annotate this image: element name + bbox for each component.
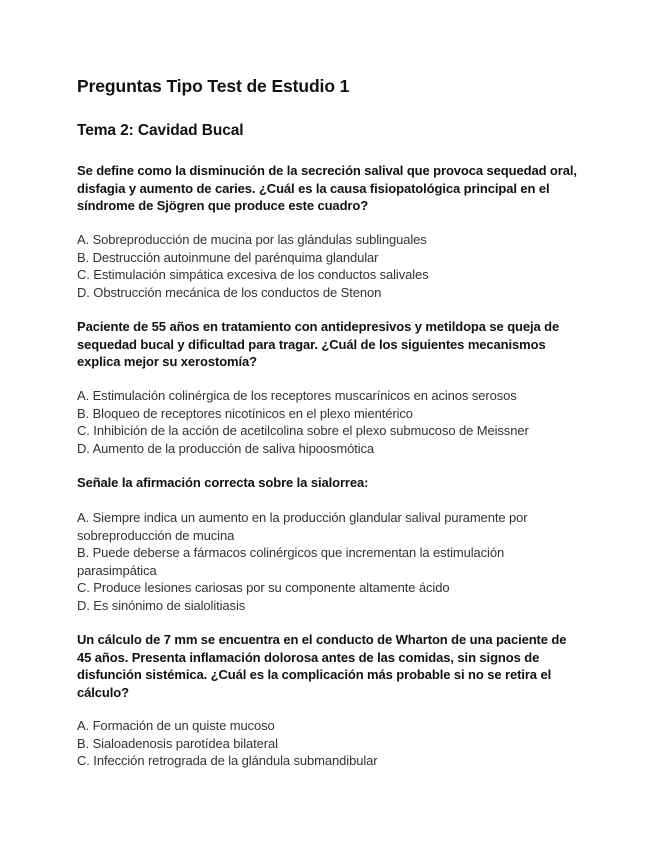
- question-1-option-d: D. Obstrucción mecánica de los conductos de Stenon: [77, 284, 382, 300]
- question-4-text: Un cálculo de 7 mm se encuentra en el conducto de Wharton de una paciente de 45 años. Presenta inflamación dolorosa antes de las comidas, sin signos de disfunción sistémica. ¿Cuál es la complicación más probable si no se retira el cálculo?: [77, 632, 567, 700]
- question-2-option-d: D. Aumento de la producción de saliva hipoosmótica: [77, 440, 375, 456]
- question-1-option-a: A. Sobreproducción de mucina por las glándulas sublinguales: [77, 232, 427, 247]
- question-1-text: Se define como la disminución de la secreción salival que provoca sequedad oral, disfagia y aumento de caries. ¿Cuál es la causa fisiopatológica principal en el síndrome de Sjögren que produce este cuadro?: [77, 163, 577, 214]
- question-4-options: [77, 717, 577, 770]
- question-4-option-c: C. Infección retrograda de la glándula submandibular: [77, 753, 378, 769]
- topic-heading: Tema 2: Cavidad Bucal: [77, 122, 244, 139]
- question-3-text: Señale la afirmación correcta sobre la sialorrea:: [77, 475, 369, 490]
- question-1-option-c: C. Estimulación simpática excesiva de los conductos salivales: [77, 267, 429, 283]
- question-3-option-a: A. Siempre indica un aumento en la producción glandular salival puramente por sobreproducción de mucina: [77, 510, 528, 543]
- question-1-options: [77, 231, 577, 301]
- question-2-text: Paciente de 55 años en tratamiento con antidepresivos y metildopa se queja de sequedad bucal y dificultad para tragar. ¿Cuál de los siguientes mecanismos explica mejor su xerostomía?: [77, 319, 560, 370]
- question-2-options: [77, 387, 577, 457]
- question-4-option-b: B. Sialoadenosis parotídea bilateral: [77, 735, 278, 751]
- question-2-option-b: B. Bloqueo de receptores nicotínicos en el plexo mientérico: [77, 405, 413, 421]
- question-4-option-a: A. Formación de un quiste mucoso: [77, 718, 275, 733]
- question-2-option-a: A. Estimulación colinérgica de los receptores muscarínicos en acinos serosos: [77, 388, 517, 403]
- document-title: Preguntas Tipo Test de Estudio 1: [77, 76, 350, 96]
- question-3-option-b: B. Puede deberse a fármacos colinérgicos que incrementan la estimulación parasimpática: [77, 545, 505, 578]
- question-2-option-c: C. Inhibición de la acción de acetilcolina sobre el plexo submucoso de Meissner: [77, 423, 529, 439]
- question-3-option-d: D. Es sinónimo de sialolitiasis: [77, 597, 246, 613]
- question-3-options: [77, 509, 577, 615]
- question-3-option-c: C. Produce lesiones cariosas por su componente altamente ácido: [77, 580, 450, 596]
- question-1-option-b: B. Destrucción autoinmune del parénquima glandular: [77, 249, 379, 265]
